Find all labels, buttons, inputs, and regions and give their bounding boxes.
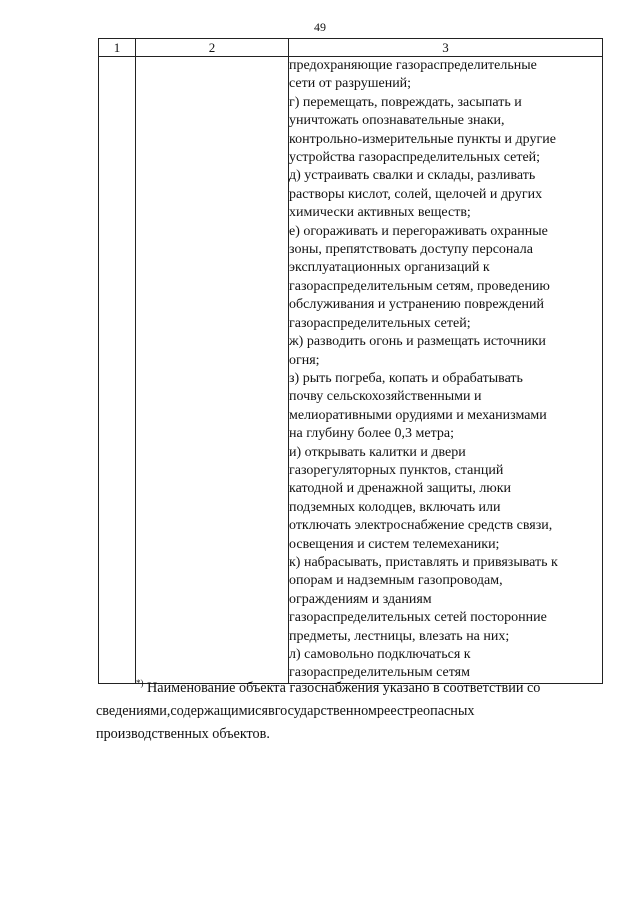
- requirements-table: [98, 38, 603, 684]
- cell-text-line: и) открывать калитки и двери: [289, 444, 466, 460]
- footnote-word: сведениями,: [96, 703, 171, 719]
- cell-text-line: ограждениям и зданиям: [289, 591, 432, 607]
- cell-text-line: устройства газораспределительных сетей;: [289, 150, 541, 166]
- cell-text-line: газораспределительным сетям, проведению: [289, 278, 550, 294]
- column-header-1: 1: [99, 39, 136, 57]
- cell-text-line: контрольно-измерительные пункты и другие: [289, 131, 556, 147]
- footnote-line-3: производственных объектов.: [96, 726, 270, 742]
- cell-text-line: огня;: [289, 352, 320, 368]
- cell-text-line: зоны, препятствовать доступу персонала: [289, 242, 533, 258]
- cell-text-line: отключать электроснабжение средств связи,: [289, 518, 553, 534]
- cell-text-line: химически активных веществ;: [289, 205, 471, 221]
- cell-text-line: к) набрасывать, приставлять и привязывать к: [289, 554, 558, 570]
- page-number: 49: [314, 20, 326, 34]
- table-header-row: [99, 39, 603, 57]
- footnote: [96, 672, 602, 746]
- cell-text-line: з) рыть погреба, копать и обрабатывать: [289, 370, 523, 386]
- cell-text-line: уничтожать опознавательные знаки,: [289, 113, 505, 129]
- cell-text-line: ж) разводить огонь и размещать источники: [289, 334, 546, 350]
- table-row: [99, 57, 603, 684]
- cell-text-line: газораспределительным сетям: [289, 665, 470, 681]
- table-cell-col3: [289, 57, 603, 684]
- footnote-word: содержащимися: [170, 703, 268, 719]
- cell-text-line: предметы, лестницы, влезать на них;: [289, 628, 510, 644]
- cell-text-line: катодной и дренажной защиты, люки: [289, 481, 512, 497]
- footnote-word: реестре: [376, 703, 424, 719]
- table-cell-col2: [136, 57, 289, 684]
- cell-text-line: опорам и надземным газопроводам,: [289, 573, 503, 589]
- cell-text-line: мелиоративными орудиями и механизмами: [289, 407, 547, 423]
- footnote-word: государственном: [274, 703, 377, 719]
- cell-text-line: обслуживания и устранению повреждений: [289, 297, 545, 313]
- cell-text-line: е) огораживать и перегораживать охранные: [289, 223, 548, 239]
- cell-text-line: газорегуляторных пунктов, станций: [289, 462, 504, 478]
- cell-text-line: на глубину более 0,3 метра;: [289, 426, 454, 442]
- cell-text-line: газораспределительных сетей посторонние: [289, 610, 547, 626]
- cell-text-line: почву сельскохозяйственными и: [289, 389, 482, 405]
- footnote-line-2: [96, 700, 602, 723]
- cell-text-line: подземных колодцев, включать или: [289, 499, 501, 515]
- cell-text-line: предохраняющие газораспределительные: [289, 58, 537, 73]
- cell-text-line: газораспределительных сетей;: [289, 315, 471, 331]
- cell-text-line: эксплуатационных организаций к: [289, 260, 490, 276]
- footnote-word: опасных: [423, 703, 475, 719]
- cell-text-line: растворы кислот, солей, щелочей и других: [289, 186, 543, 202]
- cell-text-line: сети от разрушений;: [289, 76, 412, 92]
- footnote-text-1: Наименование объекта газоснабжения указано в соответствии со: [147, 680, 541, 696]
- footnote-marker: *): [136, 678, 144, 688]
- cell-text-line: г) перемещать, повреждать, засыпать и: [289, 94, 522, 110]
- column-header-3: 3: [289, 39, 603, 57]
- cell-text-line: л) самовольно подключаться к: [289, 647, 471, 662]
- footnote-line-1: [96, 672, 602, 700]
- cell-text-line: д) устраивать свалки и склады, разливать: [289, 168, 536, 184]
- cell-text-line: освещения и систем телемеханики;: [289, 536, 500, 552]
- table-cell-col1: [99, 57, 136, 684]
- column-header-2: 2: [136, 39, 289, 57]
- footnote-word: в: [267, 703, 275, 719]
